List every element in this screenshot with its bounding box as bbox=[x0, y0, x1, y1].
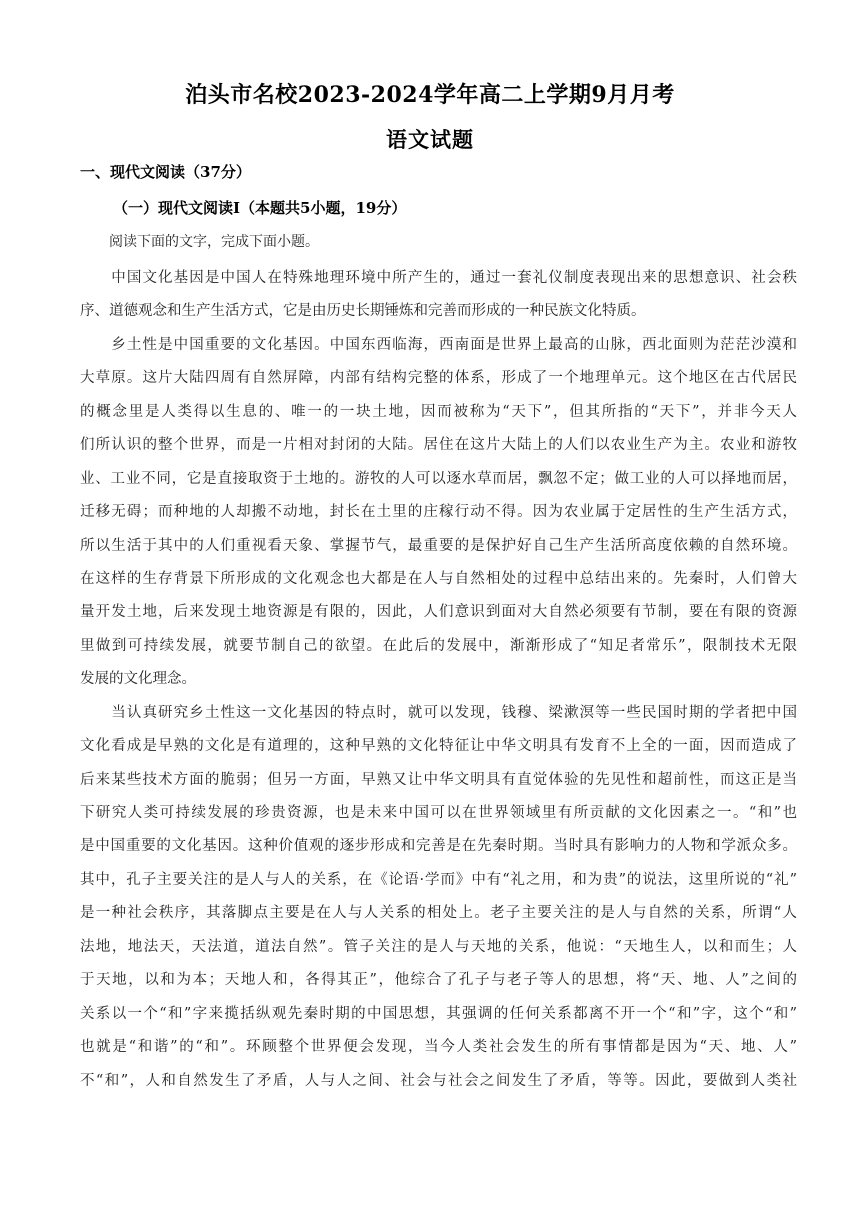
passage-line: 们所认识的整个世界，而是一片相对封闭的大陆。居住在这片大陆上的人们以农业生产为主。农业和游牧 bbox=[80, 437, 797, 454]
passage-line: 不“和”，人和自然发生了矛盾，人与人之间、社会与社会之间发生了矛盾，等等。因此，要做到人类社 bbox=[80, 1072, 797, 1089]
passage-line: 后来某些技术方面的脆弱；但另一方面，早熟又让中华文明具有直觉体验的先见性和超前性，而这正是当 bbox=[80, 771, 797, 788]
passage-line: 下研究人类可持续发展的珍贵资源，也是未来中国可以在世界领域里有所贡献的文化因素之一。“和”也 bbox=[80, 805, 797, 821]
exam-subtitle: 语文试题 bbox=[386, 127, 474, 152]
section-heading: 一、现代文阅读（37分） bbox=[80, 163, 251, 181]
exam-title: 泊头市名校2023-2024学年高二上学期9月月考 bbox=[185, 82, 675, 108]
subsection-heading: （一）现代文阅读Ⅰ（本题共5小题，19分） bbox=[113, 199, 407, 217]
passage-line: 所以生活于其中的人们重视看天象、掌握节气，最重要的是保护好自己生产生活所高度依赖的自然环境。 bbox=[80, 537, 797, 554]
passage-line: 序、道德观念和生产生活方式，它是由历史长期锤炼和完善而形成的一种民族文化特质。 bbox=[80, 303, 646, 320]
passage-line: 在这样的生存背景下所形成的文化观念也大都是在人与自然相处的过程中总结出来的。先秦时，人们曾大 bbox=[80, 570, 797, 587]
passage-line: 量开发土地，后来发现土地资源是有限的，因此，人们意识到面对大自然必须要有节制，要在有限的资源 bbox=[80, 604, 797, 621]
passage-line: 发展的文化理念。 bbox=[80, 671, 196, 688]
passage-line: 业、工业不同，它是直接取资于土地的。游牧的人可以逐水草而居，飘忽不定；做工业的人可以择地而居， bbox=[80, 470, 797, 487]
passage-line: 的概念里是人类得以生息的、唯一的一块土地，因而被称为“天下”，但其所指的“天下”，并非今天人 bbox=[80, 403, 797, 420]
passage-line: 迁移无碍；而种地的人却搬不动地，封长在土里的庄稼行动不得。因为农业属于定居性的生产生活方式， bbox=[80, 504, 797, 521]
passage-line: 中国文化基因是中国人在特殊地理环境中所产生的，通过一套礼仪制度表现出来的思想意识、社会秩 bbox=[80, 270, 797, 286]
passage-line: 是中国重要的文化基因。这种价值观的逐步形成和完善是在先秦时期。当时具有影响力的人物和学派众多。 bbox=[80, 838, 797, 855]
passage-line: 于天地，以和为本；天地人和，各得其正”，他综合了孔子与老子等人的思想，将“天、地、人”之间的 bbox=[80, 972, 797, 989]
passage-line: 当认真研究乡土性这一文化基因的特点时，就可以发现，钱穆、梁漱溟等一些民国时期的学者把中国 bbox=[80, 704, 797, 721]
passage-line: 里做到可持续发展，就要节制自己的欲望。在此后的发展中，渐渐形成了“知足者常乐”，限制技术无限 bbox=[80, 637, 797, 654]
passage-body bbox=[80, 262, 797, 1098]
passage-line: 文化看成是早熟的文化是有道理的，这种早熟的文化特征让中华文明具有发育不上全的一面，因而造成了 bbox=[80, 738, 797, 755]
passage-line: 法地，地法天，天法道，道法自然”。管子关注的是人与天地的关系，他说：“天地生人，以和而生；人 bbox=[80, 938, 797, 955]
passage-line: 是一种社会秩序，其落脚点主要是在人与人关系的相处上。老子主要关注的是人与自然的关系，所谓“人 bbox=[80, 905, 797, 922]
passage-line: 也就是“和谐”的“和”。环顾整个世界便会发现，当今人类社会发生的所有事情都是因为“天、地、人” bbox=[80, 1039, 797, 1056]
passage-line: 大草原。这片大陆四周有自然屏障，内部有结构完整的体系，形成了一个地理单元。这个地区在古代居民 bbox=[80, 370, 797, 387]
passage-line: 其中，孔子主要关注的是人与人的关系，在《论语·学而》中有“礼之用，和为贵”的说法，这里所说的“礼” bbox=[80, 871, 797, 888]
passage-line: 关系以一个“和”字来揽括纵观先秦时期的中国思想，其强调的任何关系都离不开一个“和”字，这个“和” bbox=[80, 1005, 797, 1022]
reading-instruction: 阅读下面的文字，完成下面小题。 bbox=[109, 234, 319, 250]
passage-line: 乡土性是中国重要的文化基因。中国东西临海，西南面是世界上最高的山脉，西北面则为茫茫沙漠和 bbox=[80, 336, 797, 353]
